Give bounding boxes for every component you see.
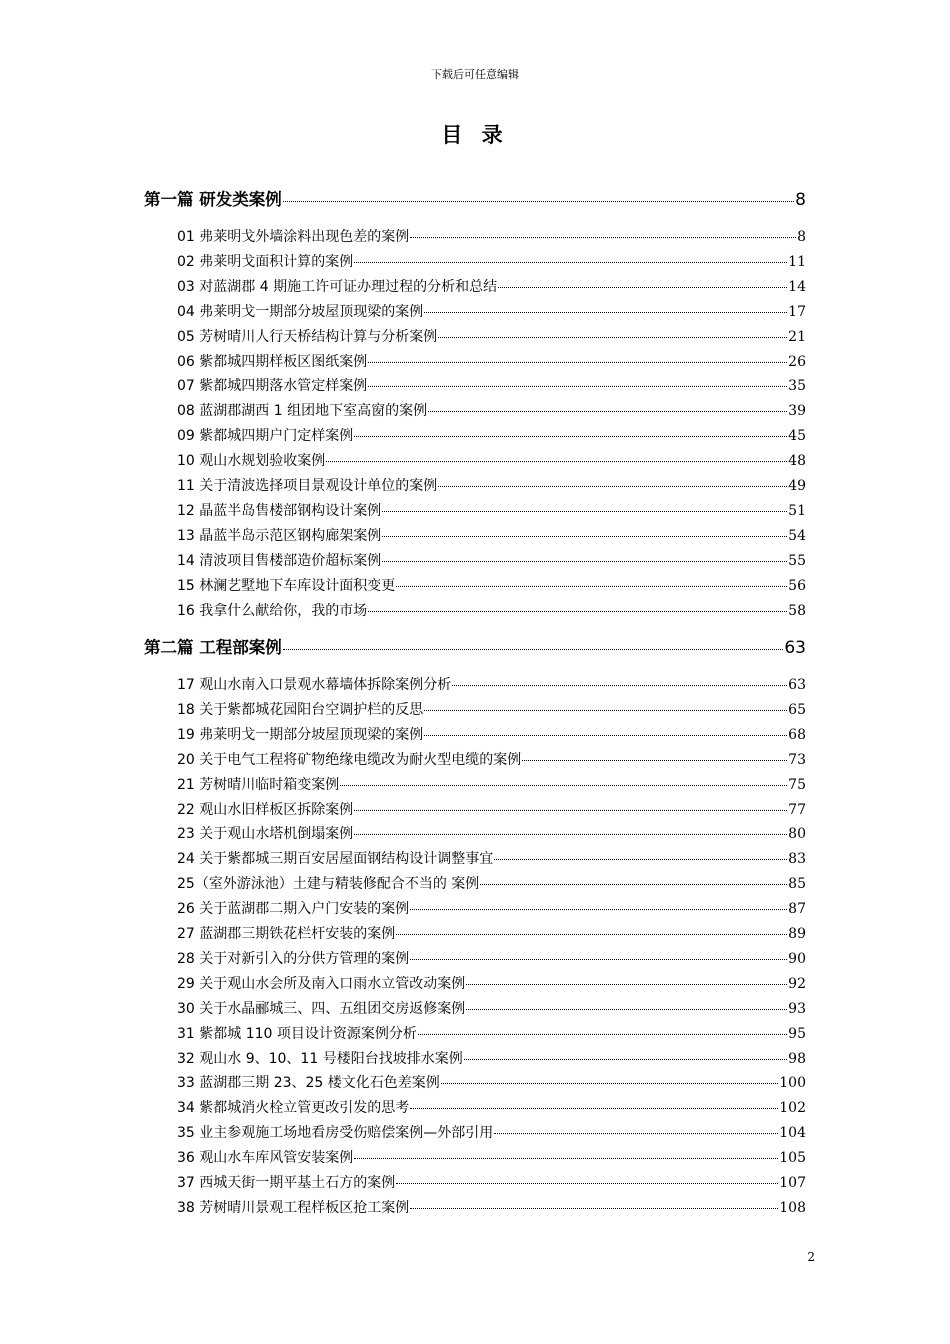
dot-leader [368, 385, 787, 387]
toc-item[interactable] [177, 525, 806, 545]
toc-item-page: 98 [788, 1050, 806, 1067]
toc-item-page: 102 [779, 1100, 806, 1117]
dot-leader [494, 1132, 778, 1134]
dot-leader [410, 908, 787, 910]
dot-leader [396, 1182, 778, 1184]
toc-item[interactable] [177, 898, 806, 918]
toc-item-page: 11 [788, 253, 806, 270]
dot-leader [354, 809, 787, 811]
toc-item[interactable] [177, 699, 806, 719]
toc-item[interactable] [177, 251, 806, 271]
toc-item-page: 87 [788, 901, 806, 918]
toc-item[interactable] [177, 575, 806, 595]
dot-leader [466, 1008, 787, 1010]
toc-item[interactable] [177, 276, 806, 296]
toc-item-label: 02 弗莱明戈面积计算的案例 [177, 253, 354, 270]
toc-item-label: 09 紫都城四期户门定样案例 [177, 428, 354, 445]
toc-item[interactable] [177, 226, 806, 246]
dot-leader [396, 933, 787, 935]
toc-item[interactable] [177, 326, 806, 346]
toc-item-page: 108 [779, 1199, 806, 1216]
dot-leader [410, 1207, 778, 1209]
dot-leader [283, 200, 794, 202]
toc-item-page: 17 [788, 303, 806, 320]
dot-leader [452, 684, 787, 686]
dot-leader [410, 958, 787, 960]
toc-part-heading-page: 8 [795, 190, 806, 210]
toc-item-label: 23 关于观山水塔机倒塌案例 [177, 826, 354, 843]
toc-item-page: 93 [788, 1000, 806, 1017]
toc-item[interactable] [177, 301, 806, 321]
toc-item-page: 73 [788, 751, 806, 768]
dot-leader [326, 460, 787, 462]
dot-leader [424, 734, 787, 736]
toc-item-label: 06 紫都城四期样板区图纸案例 [177, 353, 368, 370]
toc-item-page: 68 [788, 726, 806, 743]
toc-item-page: 56 [788, 577, 806, 594]
toc-item[interactable] [177, 550, 806, 570]
toc-item-label: 32 观山水 9、10、11 号楼阳台找坡排水案例 [177, 1050, 463, 1067]
toc-item-page: 80 [788, 826, 806, 843]
toc-part-heading-page: 63 [784, 638, 806, 658]
toc-item-page: 14 [788, 278, 806, 295]
toc-item-label: 16 我拿什么献给你，我的市场 [177, 602, 368, 619]
dot-leader [354, 435, 787, 437]
toc-item-label: 03 对蓝湖郡 4 期施工许可证办理过程的分析和总结 [177, 278, 498, 295]
dot-leader [424, 709, 787, 711]
toc-item-page: 51 [788, 502, 806, 519]
toc-item-label: 24 关于紫都城三期百安居屋面钢结构设计调整事宜 [177, 851, 494, 868]
toc-item[interactable] [177, 375, 806, 395]
toc-item[interactable] [177, 1072, 806, 1092]
toc-item-label: 33 蓝湖郡三期 23、25 楼文化石色差案例 [177, 1075, 440, 1092]
toc-item-page: 85 [788, 876, 806, 893]
toc-item-page: 55 [788, 552, 806, 569]
toc-item[interactable] [177, 1172, 806, 1192]
dot-leader [418, 1033, 787, 1035]
toc-item[interactable] [177, 774, 806, 794]
dot-leader [428, 410, 787, 412]
dot-leader [410, 1107, 778, 1109]
toc-item-label: 07 紫都城四期落水管定样案例 [177, 378, 368, 395]
dot-leader [354, 833, 787, 835]
toc-item-page: 89 [788, 926, 806, 942]
dot-leader [466, 983, 787, 985]
toc-item[interactable] [177, 1097, 806, 1117]
toc-item[interactable] [177, 450, 806, 470]
toc-item-label: 15 林澜艺墅地下车库设计面积变更 [177, 577, 396, 594]
toc-item[interactable] [177, 1023, 806, 1043]
dot-leader [480, 883, 787, 885]
toc-item[interactable] [177, 1197, 806, 1217]
toc-item[interactable] [177, 600, 806, 620]
dot-leader [368, 610, 787, 612]
toc-item[interactable] [177, 1147, 806, 1167]
dot-leader [283, 648, 784, 650]
toc-item[interactable] [177, 749, 806, 769]
toc-item-label: 29 关于观山水会所及南入口雨水立管改动案例 [177, 975, 466, 992]
toc-item-label: 13 晶蓝半岛示范区钢构廊架案例 [177, 527, 382, 544]
toc-item-label: 34 紫都城消火栓立管更改引发的思考 [177, 1100, 410, 1117]
toc-item-page: 8 [797, 229, 806, 245]
toc-item-label: 35 业主参观施工场地看房受伤赔偿案例—外部引用 [177, 1125, 494, 1142]
toc-item-page: 35 [788, 378, 806, 395]
toc-item-page: 21 [788, 328, 806, 345]
toc-item[interactable] [177, 500, 806, 520]
toc-item-label: 17 观山水南入口景观水幕墙体拆除案例分析 [177, 677, 452, 693]
toc-item-page: 49 [788, 478, 806, 494]
toc-item-label: 01 弗莱明戈外墙涂料出现色差的案例 [177, 229, 410, 245]
dot-leader [424, 311, 787, 313]
toc-item[interactable] [177, 998, 806, 1018]
dot-leader [522, 759, 787, 761]
dot-leader [438, 336, 787, 338]
toc-item-page: 105 [779, 1150, 806, 1167]
toc-item[interactable] [177, 674, 806, 694]
toc-item-page: 77 [788, 801, 806, 818]
toc-item-label: 37 西城天街一期平基土石方的案例 [177, 1175, 396, 1191]
toc-part-heading-label: 第二篇 工程部案例 [144, 638, 282, 657]
toc-part-heading[interactable] [144, 186, 806, 210]
dot-leader [410, 236, 796, 238]
toc-item-label: 22 观山水旧样板区拆除案例 [177, 801, 354, 818]
toc-item-label: 28 关于对新引入的分供方管理的案例 [177, 950, 410, 967]
toc-item-page: 100 [779, 1075, 806, 1092]
toc-item[interactable] [177, 1048, 806, 1068]
toc-part-heading[interactable] [144, 634, 806, 658]
dot-leader [368, 361, 787, 363]
toc-item-label: 26 关于蓝湖郡二期入户门安装的案例 [177, 901, 410, 918]
toc-item[interactable] [177, 873, 806, 893]
toc-item-label: 27 蓝湖郡三期铁花栏杆安装的案例 [177, 926, 396, 942]
toc-item-label: 08 蓝湖郡湖西 1 组团地下室高窗的案例 [177, 403, 428, 420]
toc-item-label: 18 关于紫都城花园阳台空调护栏的反思 [177, 701, 424, 718]
toc-item-label: 11 关于清波选择项目景观设计单位的案例 [177, 478, 438, 494]
toc-item-label: 10 观山水规划验收案例 [177, 453, 326, 470]
toc-item-page: 63 [788, 677, 806, 693]
toc-item-label: 30 关于水晶郦城三、四、五组团交房返修案例 [177, 1000, 466, 1017]
toc-item-label: 19 弗莱明戈一期部分坡屋顶现梁的案例 [177, 726, 424, 743]
toc-item[interactable] [177, 848, 806, 868]
dot-leader [494, 858, 787, 860]
dot-leader [382, 560, 787, 562]
header-note: 下载后可任意编辑 [431, 68, 519, 81]
dot-leader [396, 585, 787, 587]
toc-item-label: 36 观山水车库风管安装案例 [177, 1150, 354, 1167]
toc-item-label: 25（室外游泳池）土建与精装修配合不当的 案例 [177, 876, 480, 893]
page-title: 目 录 [441, 123, 509, 147]
toc-item-page: 90 [788, 950, 806, 967]
toc-item-page: 65 [788, 701, 806, 718]
toc-item-label: 04 弗莱明戈一期部分坡屋顶现梁的案例 [177, 303, 424, 320]
dot-leader [464, 1058, 787, 1060]
toc-item-page: 75 [788, 776, 806, 793]
dot-leader [438, 485, 787, 487]
toc-item[interactable] [177, 400, 806, 420]
toc-item-page: 39 [788, 403, 806, 420]
toc-item-page: 83 [788, 851, 806, 868]
toc-item[interactable] [177, 923, 806, 943]
toc-item-label: 21 芳树晴川临时箱变案例 [177, 776, 340, 793]
toc-item[interactable] [177, 1122, 806, 1142]
toc-item-page: 45 [788, 428, 806, 445]
toc-item[interactable] [177, 724, 806, 744]
toc-item-page: 95 [788, 1025, 806, 1042]
toc-item[interactable] [177, 948, 806, 968]
toc-item-label: 20 关于电气工程将矿物绝缘电缆改为耐火型电缆的案例 [177, 751, 522, 768]
toc-item-page: 58 [788, 602, 806, 619]
dot-leader [340, 784, 787, 786]
toc-item-page: 54 [788, 527, 806, 544]
toc-item-page: 92 [788, 975, 806, 992]
dot-leader [498, 286, 787, 288]
dot-leader [382, 510, 787, 512]
toc-item[interactable] [177, 799, 806, 819]
toc-item[interactable] [177, 351, 806, 371]
toc-item[interactable] [177, 425, 806, 445]
dot-leader [382, 535, 787, 537]
toc-item[interactable] [177, 475, 806, 495]
toc-item-label: 38 芳树晴川景观工程样板区抢工案例 [177, 1199, 410, 1216]
toc-item-label: 12 晶蓝半岛售楼部钢构设计案例 [177, 502, 382, 519]
toc-item-label: 05 芳树晴川人行天桥结构计算与分析案例 [177, 328, 438, 345]
toc-part-heading-label: 第一篇 研发类案例 [144, 190, 282, 209]
toc-item-label: 14 清波项目售楼部造价超标案例 [177, 552, 382, 569]
toc-item[interactable] [177, 973, 806, 993]
dot-leader [354, 261, 787, 263]
toc-item-page: 26 [788, 353, 806, 370]
page-number: 2 [807, 1250, 815, 1264]
toc-item[interactable] [177, 823, 806, 843]
dot-leader [441, 1082, 778, 1084]
dot-leader [354, 1157, 778, 1159]
toc-item-page: 48 [788, 453, 806, 470]
toc-item-page: 104 [779, 1125, 806, 1142]
toc-item-label: 31 紫都城 110 项目设计资源案例分析 [177, 1025, 417, 1042]
toc-item-page: 107 [779, 1175, 806, 1191]
